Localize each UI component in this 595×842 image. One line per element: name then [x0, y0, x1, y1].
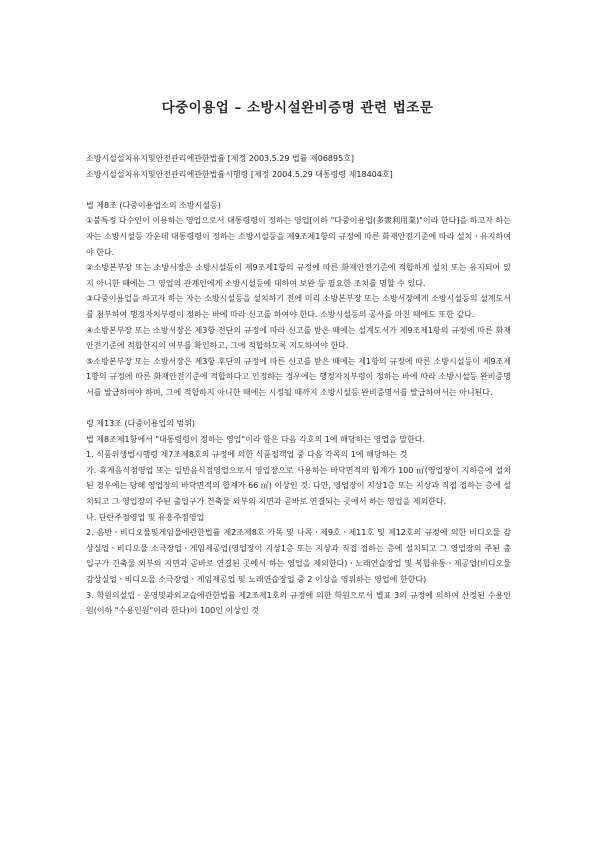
document-title: 다중이용업 – 소방시설완비증명 관련 법조문 [161, 100, 434, 116]
article-paragraph: ⑤소방본부장 또는 소방서장은 제3항 후단의 규정에 따른 신고를 받은 때에는 제1항의 규정에 따른 소방시설등이 제9조제1항의 규정에 따른 화재안전기준에 적합하다고 인정하는 경우에는 행정자치부령이 정하는 바에 따라 소방시설등 완비증명서를 발급하여야 하며, 그에 적합하지 아니한 때에는 시정될 때까지 소방시설등 완비증명서를 발급하여서는 아니된다. [86, 356, 511, 397]
article-heading: 령 제13조 (다중이용업의 범위) [86, 419, 196, 429]
article-item: 나. 단란주점영업 및 유흥주점영업 [86, 512, 205, 522]
law-reference: 소방시설설치유지및안전관리에관한법률 [제정 2003.5.29 법률 제06895호] [86, 154, 355, 163]
article-item: 가. 휴게음식점영업 또는 일반음식점영업으로서 영업장으로 사용하는 바닥면적의 합계가 100 ㎡(영업장이 지하층에 설치된 경우에는 당해 영업장의 바닥면적의 합계가 66 ㎡) 이상인 것. 다만, 영업장이 지상1층 또는 지상과 직접 접하는 층에 설치되고 그 영업장의 주된 출입구가 건축물 외부의 지면과 곧바로 연결되는 곳에서 하는 영업을 제외한다. [86, 465, 512, 507]
article-item: 2. 음반ㆍ비디오물및게임물에관한법률 제2조제8호 가목 및 나목ㆍ제9호ㆍ제11호 및 제12호의 규정에 의한 비디오물 감상실업ㆍ비디오물 소극장업ㆍ게임제공업(영업장이 지상1층 또는 지상과 직접 접하는 층에 설치되고 그 영업장의 주된 출입구가 건축물 외부의 지면과 곧바로 연결된 곳에서 하는 영업을 제외한다)ㆍ노래연습장업 및 복합유통ㆍ제공업(비디오물 감상실업ㆍ비디오물 소극장업ㆍ게임제공업 및 노래연습장업 중 2 이상을 영위하는 영업에 한한다) [86, 528, 511, 585]
article-item: 1. 식품위생법시행령 제7조제8호의 규정에 의한 식품접객업 중 다음 각목의 1에 해당하는 것 [86, 450, 408, 460]
article-paragraph: ③다중이용업을 하고자 하는 자는 소방시설등을 설치하기 전에 미리 소방본부장 또는 소방서장에게 소방시설등의 설계도서를 첨부하여 행정자치부령이 정하는 바에 따라 신고를 하여야 한다. 소방시설등의 공사를 마친 때에도 또한 같다. [86, 294, 511, 319]
document-body [86, 151, 511, 619]
article-paragraph: ①불특정 다수인이 이용하는 영업으로서 대통령령이 정하는 영업[이하 "다중이용업(多衆利用業)"이라 한다]을 하고자 하는 자는 소방시설등 가운데 대통령령이 정하는 소방시설등을 제9조제1항의 규정에 따른 화재안전기준에 따라 설치ㆍ유지하여야 한다. [86, 216, 511, 257]
article-paragraph: 법 제8조제1항에서 "대통령령이 정하는 영업"이라 함은 다음 각호의 1에 해당하는 영업을 말한다. [86, 434, 426, 444]
article-item: 3. 학원의설립ㆍ운영및과외교습에관한법률 제2조제1호의 규정에 의한 학원으로서 별표 3의 규정에 의하여 산정된 수용인원(이하 "수용인원"이라 한다)이 100인 이상인 것 [86, 590, 511, 616]
article-paragraph: ②소방본부장 또는 소방서장은 소방시설등이 제9조제1항의 규정에 따른 화재안전기준에 적합하게 설치 또는 유지되어 있지 아니한 때에는 그 영업의 관계인에게 소방시설등에 대하여 보완 등 필요한 조치를 명할 수 있다. [86, 263, 511, 288]
article-paragraph: ④소방본부장 또는 소방서장은 제3항 전단의 규정에 따라 신고를 받은 때에는 설계도서가 제9조제1항의 규정에 따른 화재안전기준에 적합한지의 여부를 확인하고, 그에 적합하도록 지도하여야 한다. [86, 325, 511, 351]
law-reference: 소방시설설치유지및안전관리에관한법률시행령 [제정 2004.5.29 대통령령 제18404호] [86, 169, 393, 179]
article-heading: 법 제8조 (다중이용업소의 소방시설등) [86, 200, 221, 210]
